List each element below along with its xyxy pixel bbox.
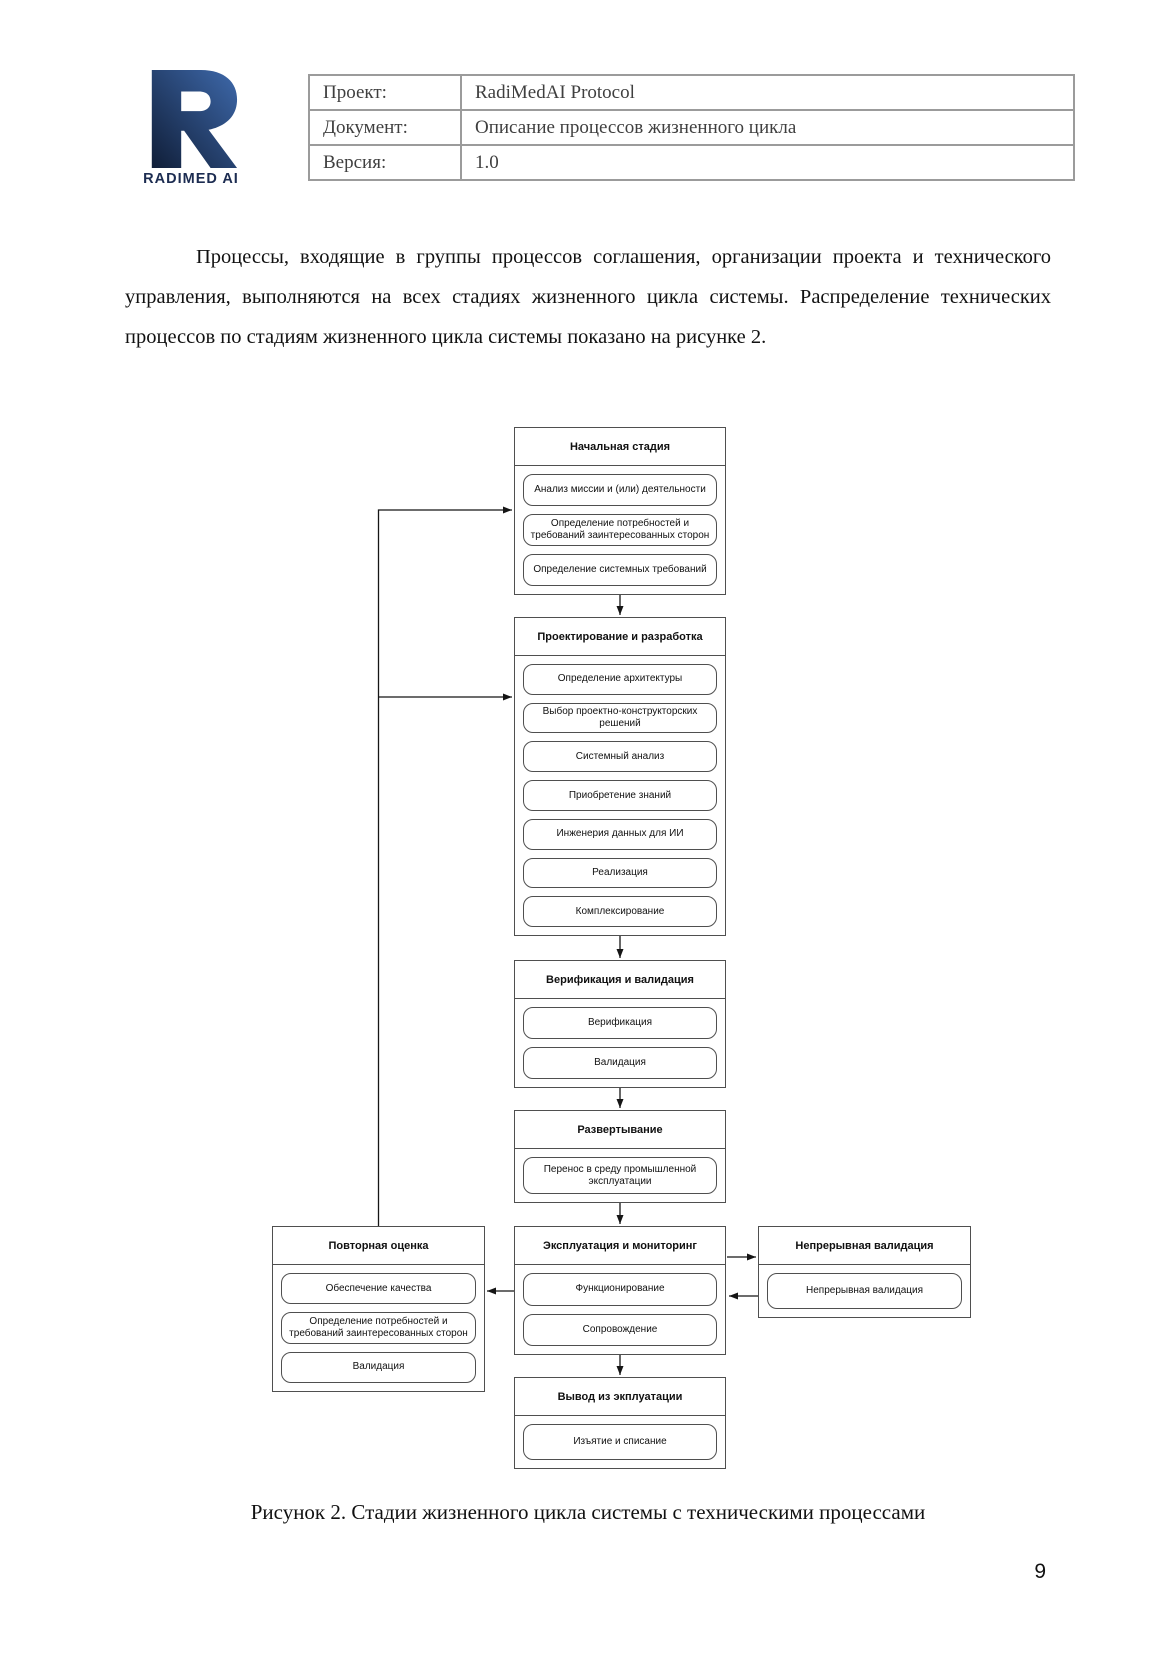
body-paragraph: Процессы, входящие в группы процессов соглашения, организации проекта и технического управления, выполняются на всех стадиях жизненного цикла системы. Распределение технических процессов по стадиям жизненного цикла системы показано на рисунке 2. [125, 246, 1051, 348]
process-box: Определение потребностей и требований заинтересованных сторон [281, 1312, 476, 1343]
process-box: Обеспечение качества [281, 1273, 476, 1304]
stage-initial [514, 427, 726, 595]
process-box: Комплексирование [523, 896, 717, 927]
info-label: Проект: [309, 75, 461, 110]
stage-title: Эксплуатация и мониторинг [515, 1227, 725, 1265]
info-label: Документ: [309, 110, 461, 145]
stage-title: Повторная оценка [273, 1227, 484, 1265]
stage-retirement [514, 1377, 726, 1469]
stage-title: Непрерывная валидация [759, 1227, 970, 1265]
process-box: Непрерывная валидация [767, 1273, 962, 1309]
page-number: 9 [1034, 1560, 1046, 1583]
process-box: Определение системных требований [523, 554, 717, 586]
info-value: RadiMedAI Protocol [461, 75, 1074, 110]
brand-name: RADIMED AI [143, 171, 239, 187]
info-value: 1.0 [461, 145, 1074, 180]
process-box: Изъятие и списание [523, 1424, 717, 1460]
figure-caption: Рисунок 2. Стадии жизненного цикла системы с техническими процессами [250, 1500, 926, 1524]
stage-title: Развертывание [515, 1111, 725, 1149]
process-box: Функционирование [523, 1273, 717, 1306]
stage-title: Вывод из экплуатации [515, 1378, 725, 1416]
process-box: Верификация [523, 1007, 717, 1039]
process-box: Сопровождение [523, 1314, 717, 1347]
process-box: Приобретение знаний [523, 780, 717, 811]
info-value: Описание процессов жизненного цикла [461, 110, 1074, 145]
stage-verification-validation [514, 960, 726, 1088]
stage-title: Начальная стадия [515, 428, 725, 466]
process-box: Определение потребностей и требований заинтересованных сторон [523, 514, 717, 546]
process-box: Валидация [281, 1352, 476, 1383]
stage-design-development [514, 617, 726, 936]
info-label: Версия: [309, 145, 461, 180]
stage-operation-monitoring [514, 1226, 726, 1355]
stage-reassessment [272, 1226, 485, 1392]
process-box: Реализация [523, 858, 717, 889]
stage-continuous-validation [758, 1226, 971, 1318]
process-box: Валидация [523, 1047, 717, 1079]
stage-title: Проектирование и разработка [515, 618, 725, 656]
process-box: Выбор проектно-конструкторских решений [523, 703, 717, 734]
process-box: Определение архитектуры [523, 664, 717, 695]
process-box: Инженерия данных для ИИ [523, 819, 717, 850]
stage-deployment [514, 1110, 726, 1203]
process-box: Перенос в среду промышленной эксплуатации [523, 1157, 717, 1194]
process-box: Анализ миссии и (или) деятельности [523, 474, 717, 506]
stage-title: Верификация и валидация [515, 961, 725, 999]
process-box: Системный анализ [523, 741, 717, 772]
